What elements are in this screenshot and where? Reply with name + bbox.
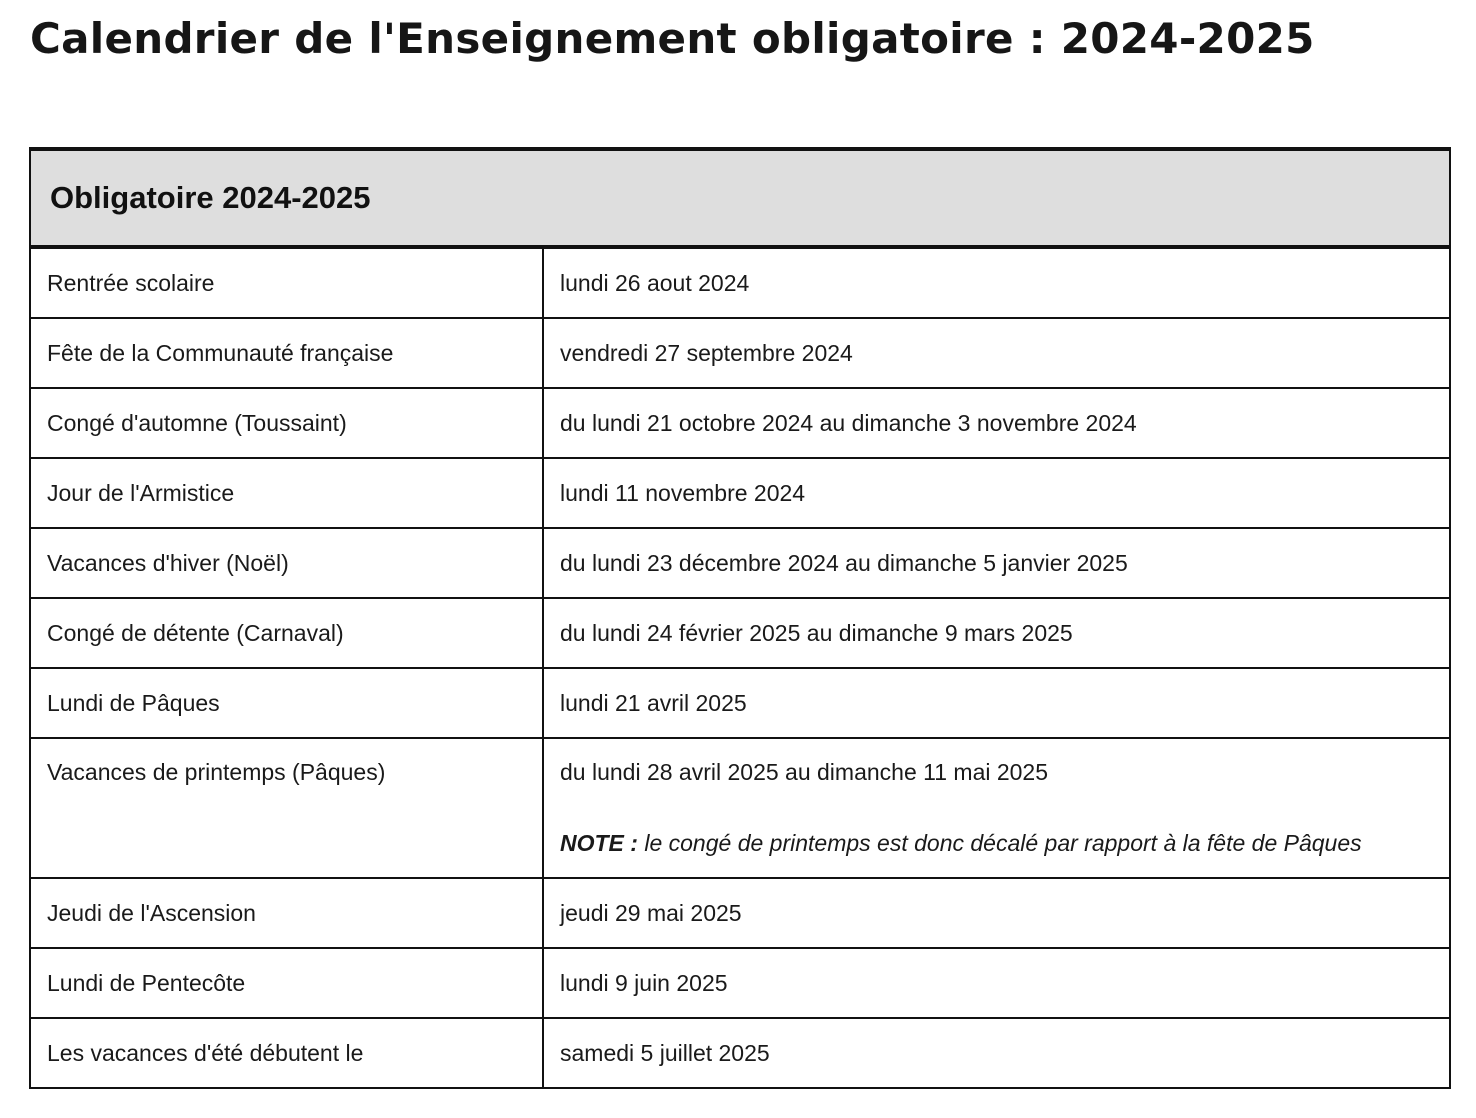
date-cell: samedi 5 juillet 2025 <box>543 1018 1450 1088</box>
date-cell: lundi 9 juin 2025 <box>543 948 1450 1018</box>
table-row <box>30 1018 1450 1088</box>
date-text: du lundi 28 avril 2025 au dimanche 11 mai 2025 <box>560 759 1049 785</box>
table-row <box>30 528 1450 598</box>
event-cell: Fête de la Communauté française <box>30 318 543 388</box>
event-cell: Congé d'automne (Toussaint) <box>30 388 543 458</box>
date-cell: du lundi 23 décembre 2024 au dimanche 5 janvier 2025 <box>543 528 1450 598</box>
date-cell: jeudi 29 mai 2025 <box>543 878 1450 948</box>
event-cell: Les vacances d'été débutent le <box>30 1018 543 1088</box>
date-cell: lundi 21 avril 2025 <box>543 668 1450 738</box>
table-header: Obligatoire 2024-2025 <box>30 149 1450 247</box>
school-calendar-table <box>29 147 1451 1089</box>
table-row <box>30 247 1450 318</box>
event-cell: Vacances d'hiver (Noël) <box>30 528 543 598</box>
table-row <box>30 948 1450 1018</box>
table-row <box>30 318 1450 388</box>
table-row <box>30 388 1450 458</box>
page-title: Calendrier de l'Enseignement obligatoire : 2024-2025 <box>30 14 1315 63</box>
date-cell: du lundi 24 février 2025 au dimanche 9 mars 2025 <box>543 598 1450 668</box>
table-row <box>30 668 1450 738</box>
event-cell: Jour de l'Armistice <box>30 458 543 528</box>
note-text: le congé de printemps est donc décalé par rapport à la fête de Pâques <box>637 830 1362 856</box>
event-cell: Rentrée scolaire <box>30 247 543 318</box>
table-row <box>30 738 1450 878</box>
event-cell: Congé de détente (Carnaval) <box>30 598 543 668</box>
table-header-row <box>30 149 1450 247</box>
note <box>560 830 1449 857</box>
note-label: NOTE : <box>560 830 638 856</box>
date-cell-with-note <box>543 738 1450 878</box>
event-cell: Lundi de Pâques <box>30 668 543 738</box>
event-cell: Jeudi de l'Ascension <box>30 878 543 948</box>
table-row <box>30 878 1450 948</box>
date-cell: lundi 11 novembre 2024 <box>543 458 1450 528</box>
event-cell: Vacances de printemps (Pâques) <box>30 738 543 878</box>
date-cell: vendredi 27 septembre 2024 <box>543 318 1450 388</box>
date-cell: lundi 26 aout 2024 <box>543 247 1450 318</box>
table-row <box>30 458 1450 528</box>
table-row <box>30 598 1450 668</box>
event-cell: Lundi de Pentecôte <box>30 948 543 1018</box>
date-cell: du lundi 21 octobre 2024 au dimanche 3 novembre 2024 <box>543 388 1450 458</box>
